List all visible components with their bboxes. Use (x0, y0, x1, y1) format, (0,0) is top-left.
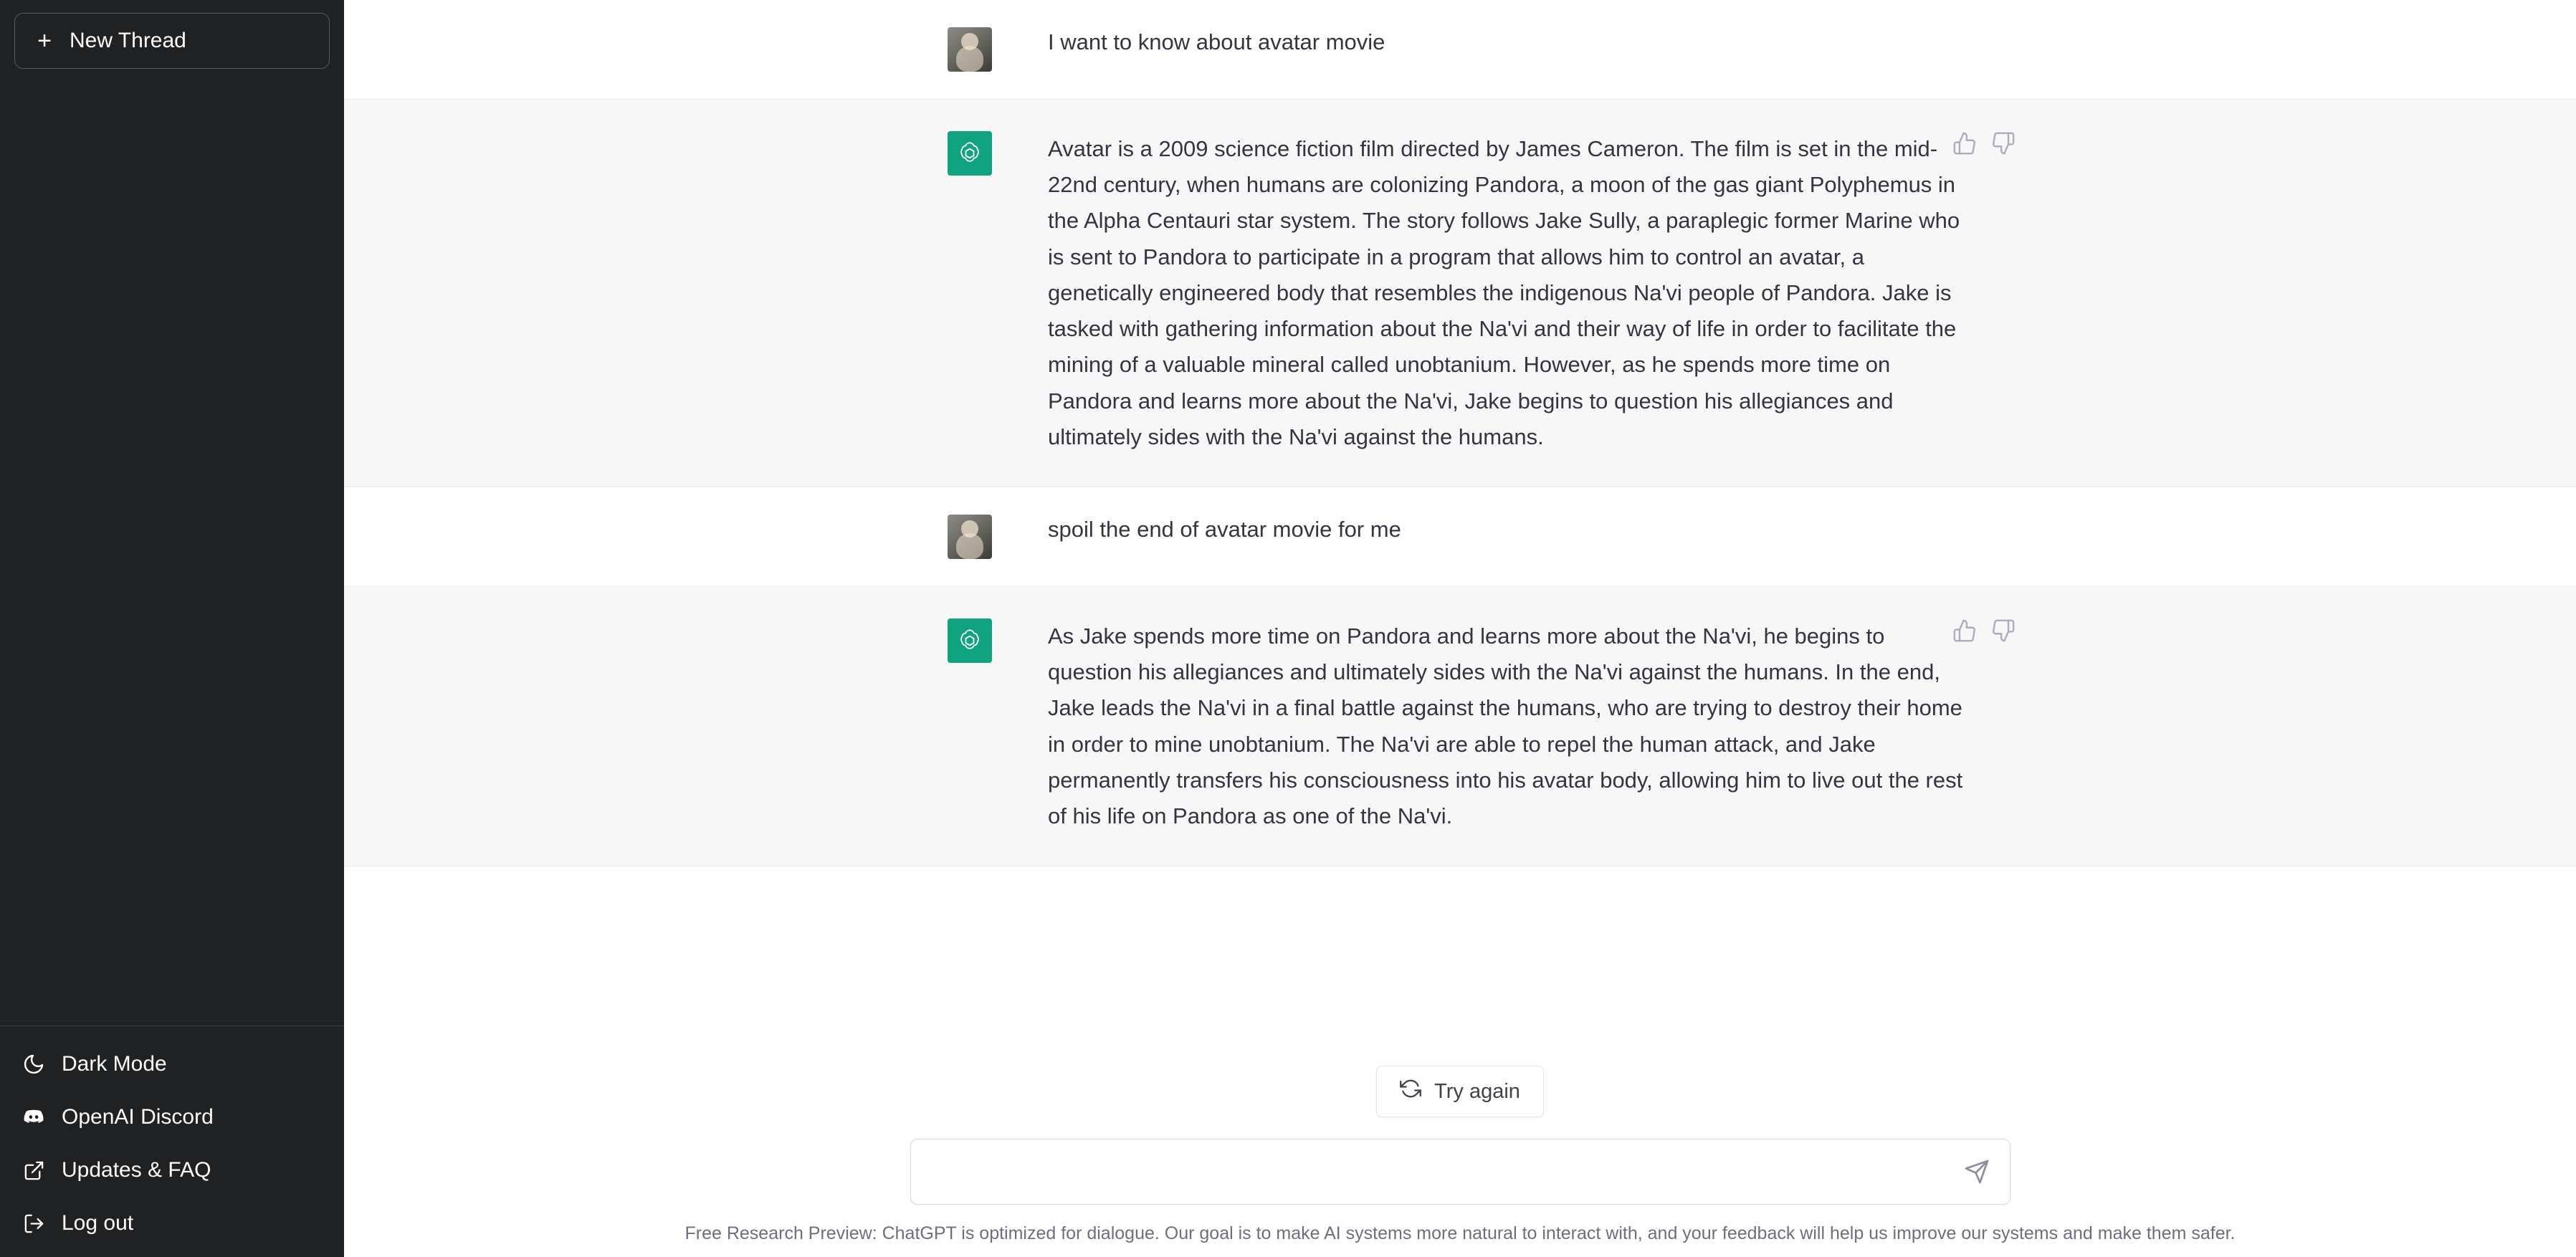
message-list (344, 0, 2576, 1040)
plus-icon: + (37, 27, 52, 54)
disclaimer-text: Free Research Preview: ChatGPT is optimized for dialogue. Our goal is to make AI systems more natural to interact with, and your feedback will help us improve our systems and make them safer. (684, 1223, 2236, 1243)
logout-icon (22, 1211, 46, 1236)
thumbs-down-icon[interactable] (1991, 131, 2016, 156)
refresh-icon (1400, 1078, 1421, 1105)
discord-icon (22, 1105, 46, 1129)
moon-icon (22, 1052, 46, 1076)
external-link-icon (22, 1158, 46, 1182)
sidebar-item-log-out[interactable] (0, 1197, 344, 1250)
message-row-user (344, 487, 2576, 587)
try-again-button[interactable] (1376, 1066, 1544, 1117)
new-thread-button[interactable] (14, 13, 330, 69)
sidebar-item-dark-mode[interactable] (0, 1038, 344, 1091)
chatgpt-logo-avatar (948, 131, 992, 176)
sidebar-item-openai-discord[interactable] (0, 1091, 344, 1144)
sidebar (0, 0, 344, 1257)
message-text: As Jake spends more time on Pandora and learns more about the Na'vi, he begins to question his allegiances and ultimately sides with the Na'vi against the humans. In the end, Jake leads the Na'vi in a final battle against the humans, who are trying to destroy their home in order to mine unobtanium. The Na'vi are able to repel the human attack, and Jake permanently transfers his consciousness into his avatar body, allowing him to live out the rest of his life on Pandora as one of the Na'vi. (1048, 623, 1969, 829)
send-icon[interactable] (1960, 1155, 1994, 1189)
message-row-assistant (344, 587, 2576, 866)
chat-input[interactable] (931, 1159, 1960, 1185)
sidebar-item-label: Dark Mode (62, 1052, 167, 1076)
composer-footer (344, 1040, 2576, 1257)
thumbs-up-icon[interactable] (1952, 618, 1977, 643)
main-panel (344, 0, 2576, 1257)
user-avatar (948, 515, 992, 559)
sidebar-item-label: Log out (62, 1211, 134, 1235)
thumbs-down-icon[interactable] (1991, 618, 2016, 643)
chatgpt-logo-avatar (948, 618, 992, 663)
thread-list (0, 69, 344, 1026)
sidebar-item-label: Updates & FAQ (62, 1158, 211, 1182)
thumbs-up-icon[interactable] (1952, 131, 1977, 156)
sidebar-item-updates-faq[interactable] (0, 1144, 344, 1197)
message-row-user (344, 0, 2576, 100)
sidebar-bottom-section (0, 1026, 344, 1257)
composer[interactable] (910, 1139, 2010, 1205)
try-again-label: Try again (1434, 1079, 1520, 1103)
message-text: Avatar is a 2009 science fiction film directed by James Cameron. The film is set in the mid-22nd century, when humans are colonizing Pandora, a moon of the gas giant Polyphemus in the Alpha Centauri star system. The story follows Jake Sully, a paraplegic former Marine who is sent to Pandora to participate in a program that allows him to control an avatar, a genetically engineered body that resembles the indigenous Na'vi people of Pandora. Jake is tasked with gathering information about the Na'vi and their way of life in order to facilitate the mining of a valuable mineral called unobtanium. However, as he spends more time on Pandora and learns more about the Na'vi, Jake begins to question his allegiances and ultimately sides with the Na'vi against the humans. (1048, 136, 1966, 449)
message-row-assistant (344, 100, 2576, 487)
user-avatar (948, 27, 992, 72)
feedback-controls (1952, 618, 2016, 643)
message-text: spoil the end of avatar movie for me (1048, 516, 1401, 542)
feedback-controls (1952, 131, 2016, 156)
new-thread-label: New Thread (70, 29, 186, 52)
sidebar-item-label: OpenAI Discord (62, 1105, 214, 1129)
message-text: I want to know about avatar movie (1048, 29, 1385, 54)
